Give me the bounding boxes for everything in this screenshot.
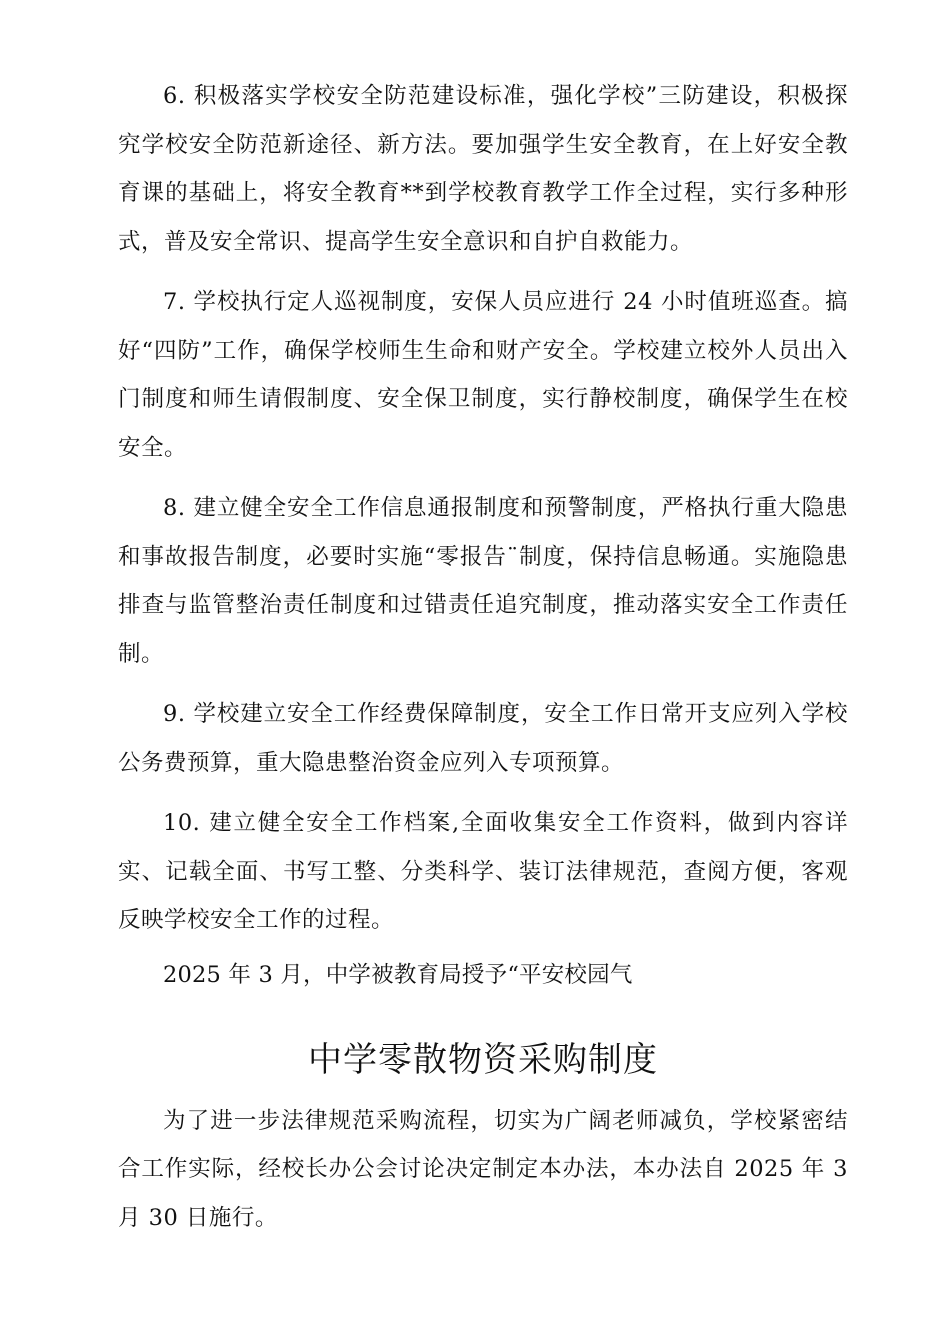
- paragraph-item-9: 9. 学校建立安全工作经费保障制度，安全工作日常开支应列入学校公务费预算，重大隐患整治资金应列入专项预算。: [118, 701, 848, 776]
- paragraph-item-7: 7. 学校执行定人巡视制度，安保人员应进行 24 小时值班巡查。搞好“四防”工作，确保学校师生生命和财产安全。学校建立校外人员出入门制度和师生请假制度、安全保卫制度，实行静校制度，确保学生在校安全。: [118, 289, 848, 461]
- intro-paragraph: 为了进一步法律规范采购流程，切实为广阔老师减负，学校紧密结合工作实际，经校长办公会讨论决定制定本办法，本办法自 2025 年 3 月 30 日施行。: [118, 1107, 848, 1231]
- section-title: 中学零散物资采购制度: [308, 1039, 658, 1080]
- award-note: 2025 年 3 月，中学被教育局授予“平安校园气: [163, 961, 633, 988]
- document-page: [118, 72, 848, 1242]
- paragraph-item-6: 6. 积极落实学校安全防范建设标准，强化学校”三防建设，积极探究学校安全防范新途径、新方法。要加强学生安全教育，在上好安全教育课的基础上，将安全教育**到学校教育教学工作全过程，实行多种形式，普及安全常识、提高学生安全意识和自护自救能力。: [118, 83, 848, 255]
- paragraph-item-8: 8. 建立健全安全工作信息通报制度和预警制度，严格执行重大隐患和事故报告制度，必要时实施“零报告¨制度，保持信息畅通。实施隐患排查与监管整治责任制度和过错责任追究制度，推动落实安全工作责任制。: [118, 495, 848, 667]
- paragraph-item-10: 10. 建立健全安全工作档案,全面收集安全工作资料，做到内容详实、记载全面、书写工整、分类科学、装订法律规范，查阅方便，客观反映学校安全工作的过程。: [118, 810, 848, 933]
